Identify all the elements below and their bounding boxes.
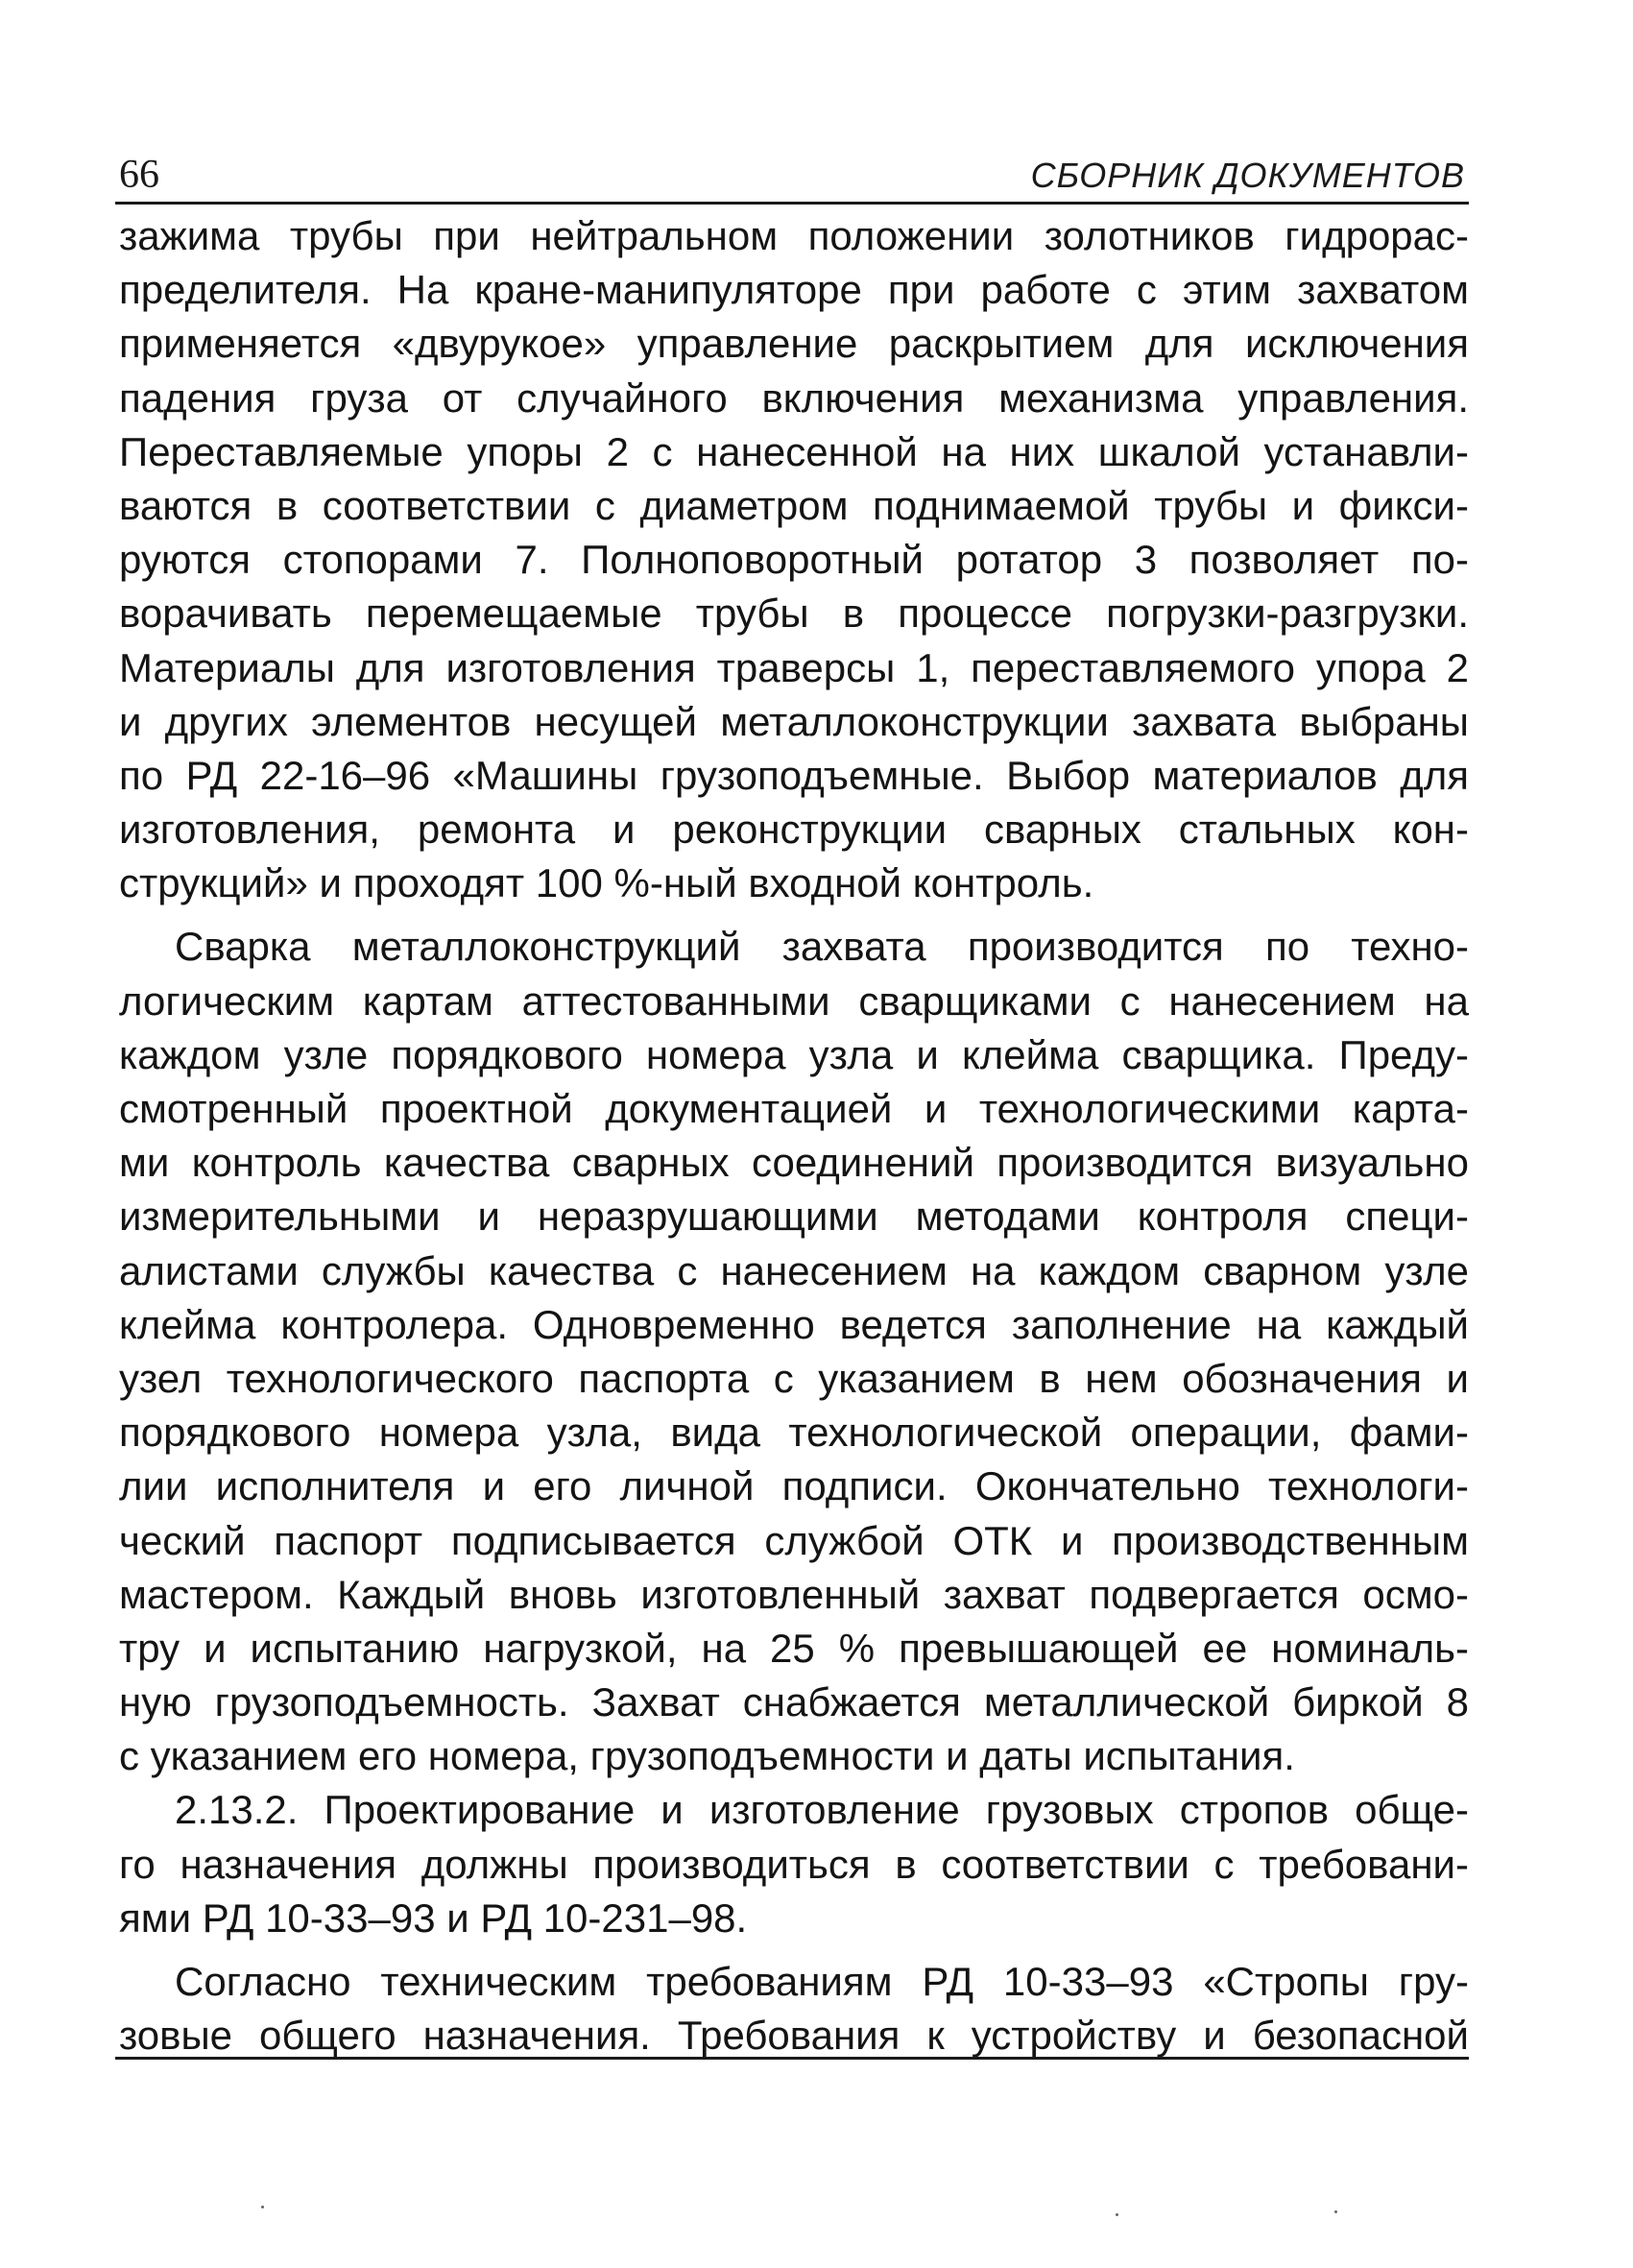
text-line: падения груза от случайного включения механизма управления. <box>119 374 1469 421</box>
text-line: порядкового номера узла, вида технологической операции, фами- <box>119 1410 1469 1456</box>
text-line: пределителя. На кране-манипуляторе при работе с этим захватом <box>119 267 1469 313</box>
text-line: го назначения должны производиться в соответствии с требовани- <box>119 1841 1469 1887</box>
text-line: измерительными и неразрушающими методами контроля специ- <box>119 1194 1469 1240</box>
text-line: каждом узле порядкового номера узла и клейма сварщика. Преду- <box>119 1031 1469 1077</box>
text-line: лии исполнителя и его личной подписи. Окончательно технологи- <box>119 1463 1469 1509</box>
paragraph <box>119 920 1469 1783</box>
text-line: ворачивать перемещаемые трубы в процессе погрузки-разгрузки. <box>119 591 1469 637</box>
text-line: мастером. Каждый вновь изготовленный захват подвергается осмо- <box>119 1571 1469 1617</box>
running-title: СБОРНИК ДОКУМЕНТОВ <box>1030 156 1465 195</box>
text-line: тру и испытанию нагрузкой, на 25 % превышающей ее номиналь- <box>119 1625 1469 1671</box>
text-line: ческий паспорт подписывается службой ОТК и производственным <box>119 1517 1469 1563</box>
text-line: ями РД 10-33–93 и РД 10-231–98. <box>119 1894 748 1941</box>
page-number: 66 <box>119 153 159 197</box>
scan-speck <box>1116 2213 1118 2216</box>
text-line: 2.13.2. Проектирование и изготовление грузовых стропов обще- <box>175 1787 1469 1833</box>
text-line: по РД 22-16–96 «Машины грузоподъемные. Выбор материалов для <box>119 752 1469 798</box>
text-line: изготовления, ремонта и реконструкции сварных стальных кон- <box>119 807 1469 853</box>
text-line: и других элементов несущей металлоконструкции захвата выбраны <box>119 698 1469 744</box>
text-line: Переставляемые упоры 2 с нанесенной на них шкалой устанавли- <box>119 428 1469 474</box>
text-line: Материалы для изготовления траверсы 1, переставляемого упора 2 <box>119 644 1469 690</box>
text-line: клейма контролера. Одновременно ведется заполнение на каждый <box>119 1301 1469 1347</box>
paragraph <box>119 1955 1469 2063</box>
text-line: ми контроль качества сварных соединений производится визуально <box>119 1140 1469 1186</box>
text-line: с указанием его номера, грузоподъемности и даты испытания. <box>119 1733 1295 1779</box>
text-line: алистами службы качества с нанесением на каждом сварном узле <box>119 1247 1469 1293</box>
text-line: струкций» и проходят 100 %-ный входной контроль. <box>119 860 1094 906</box>
text-line: применяется «двурукое» управление раскрытием для исключения <box>119 321 1469 367</box>
paragraph <box>119 209 1469 910</box>
body-text <box>119 209 1469 2063</box>
text-line: Согласно техническим требованиям РД 10-33–93 «Стропы гру- <box>175 1959 1469 2004</box>
text-line: смотренный проектной документацией и технологическими карта- <box>119 1086 1469 1131</box>
paragraph <box>119 1783 1469 1945</box>
footer-rule <box>115 2057 1469 2060</box>
scan-speck <box>1334 2210 1337 2213</box>
text-line: ваются в соответствии с диаметром поднимаемой трубы и фикси- <box>119 482 1469 528</box>
text-line: ную грузоподъемность. Захват снабжается металлической биркой 8 <box>119 1679 1469 1725</box>
scan-speck <box>261 2206 264 2208</box>
page-header <box>115 142 1469 205</box>
text-line: логическим картам аттестованными сварщиками с нанесением на <box>119 977 1469 1024</box>
text-line: Сварка металлоконструкций захвата производится по техно- <box>175 924 1469 970</box>
text-line: зажима трубы при нейтральном положении золотников гидрорас- <box>119 213 1469 258</box>
text-line: руются стопорами 7. Полноповоротный ротатор 3 позволяет по- <box>119 537 1469 583</box>
text-line: узел технологического паспорта с указанием в нем обозначения и <box>119 1355 1469 1401</box>
text-line: зовые общего назначения. Требования к устройству и безопасной <box>119 2013 1469 2059</box>
